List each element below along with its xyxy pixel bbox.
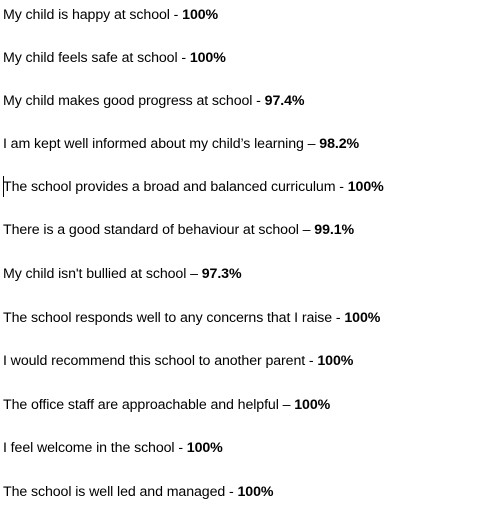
- survey-item: [3, 437, 223, 459]
- survey-separator: –: [303, 136, 320, 152]
- survey-percent: 100%: [344, 310, 381, 326]
- survey-separator: -: [169, 7, 183, 23]
- survey-separator: -: [174, 440, 187, 456]
- survey-statement: The school is well led and managed: [3, 484, 226, 500]
- survey-percent: 100%: [186, 440, 223, 456]
- survey-statement: The school responds well to any concerns that I raise: [3, 310, 333, 326]
- survey-percent: 100%: [317, 353, 354, 369]
- survey-separator: -: [332, 310, 345, 326]
- survey-statement: I am kept well informed about my child’s learning: [3, 136, 304, 152]
- survey-item: [3, 219, 354, 241]
- survey-item: [3, 394, 330, 416]
- survey-statement: The office staff are approachable and helpful: [3, 397, 279, 413]
- survey-separator: -: [305, 353, 318, 369]
- survey-percent: 100%: [182, 7, 219, 23]
- survey-separator: -: [225, 484, 238, 500]
- survey-separator: –: [278, 397, 295, 413]
- survey-item: [3, 350, 353, 372]
- survey-separator: –: [298, 222, 315, 238]
- survey-statement: I would recommend this school to another parent: [3, 353, 306, 369]
- survey-item: [3, 4, 218, 26]
- survey-item: [3, 133, 359, 155]
- survey-statement: My child feels safe at school: [3, 50, 178, 66]
- survey-percent: 97.4%: [264, 93, 305, 109]
- survey-item: [3, 307, 380, 329]
- survey-item: [3, 176, 384, 198]
- survey-percent: 97.3%: [201, 266, 242, 282]
- survey-statement: There is a good standard of behaviour at school: [3, 222, 299, 238]
- survey-separator: -: [335, 179, 348, 195]
- survey-statement: My child isn't bullied at school: [3, 266, 187, 282]
- survey-percent: 100%: [237, 484, 274, 500]
- survey-percent: 100%: [347, 179, 384, 195]
- survey-separator: -: [252, 93, 265, 109]
- survey-item: [3, 263, 241, 285]
- survey-item: [3, 90, 304, 112]
- survey-statement: My child makes good progress at school: [3, 93, 253, 109]
- survey-percent: 99.1%: [314, 222, 355, 238]
- survey-separator: -: [177, 50, 190, 66]
- survey-item: [3, 47, 226, 69]
- survey-item: [3, 481, 273, 503]
- survey-separator: –: [186, 266, 202, 282]
- survey-statement: My child is happy at school: [3, 7, 170, 23]
- survey-statement: The school provides a broad and balanced curriculum: [3, 179, 336, 195]
- survey-percent: 100%: [189, 50, 226, 66]
- survey-statement: I feel welcome in the school: [3, 440, 175, 456]
- survey-percent: 98.2%: [319, 136, 360, 152]
- survey-percent: 100%: [294, 397, 331, 413]
